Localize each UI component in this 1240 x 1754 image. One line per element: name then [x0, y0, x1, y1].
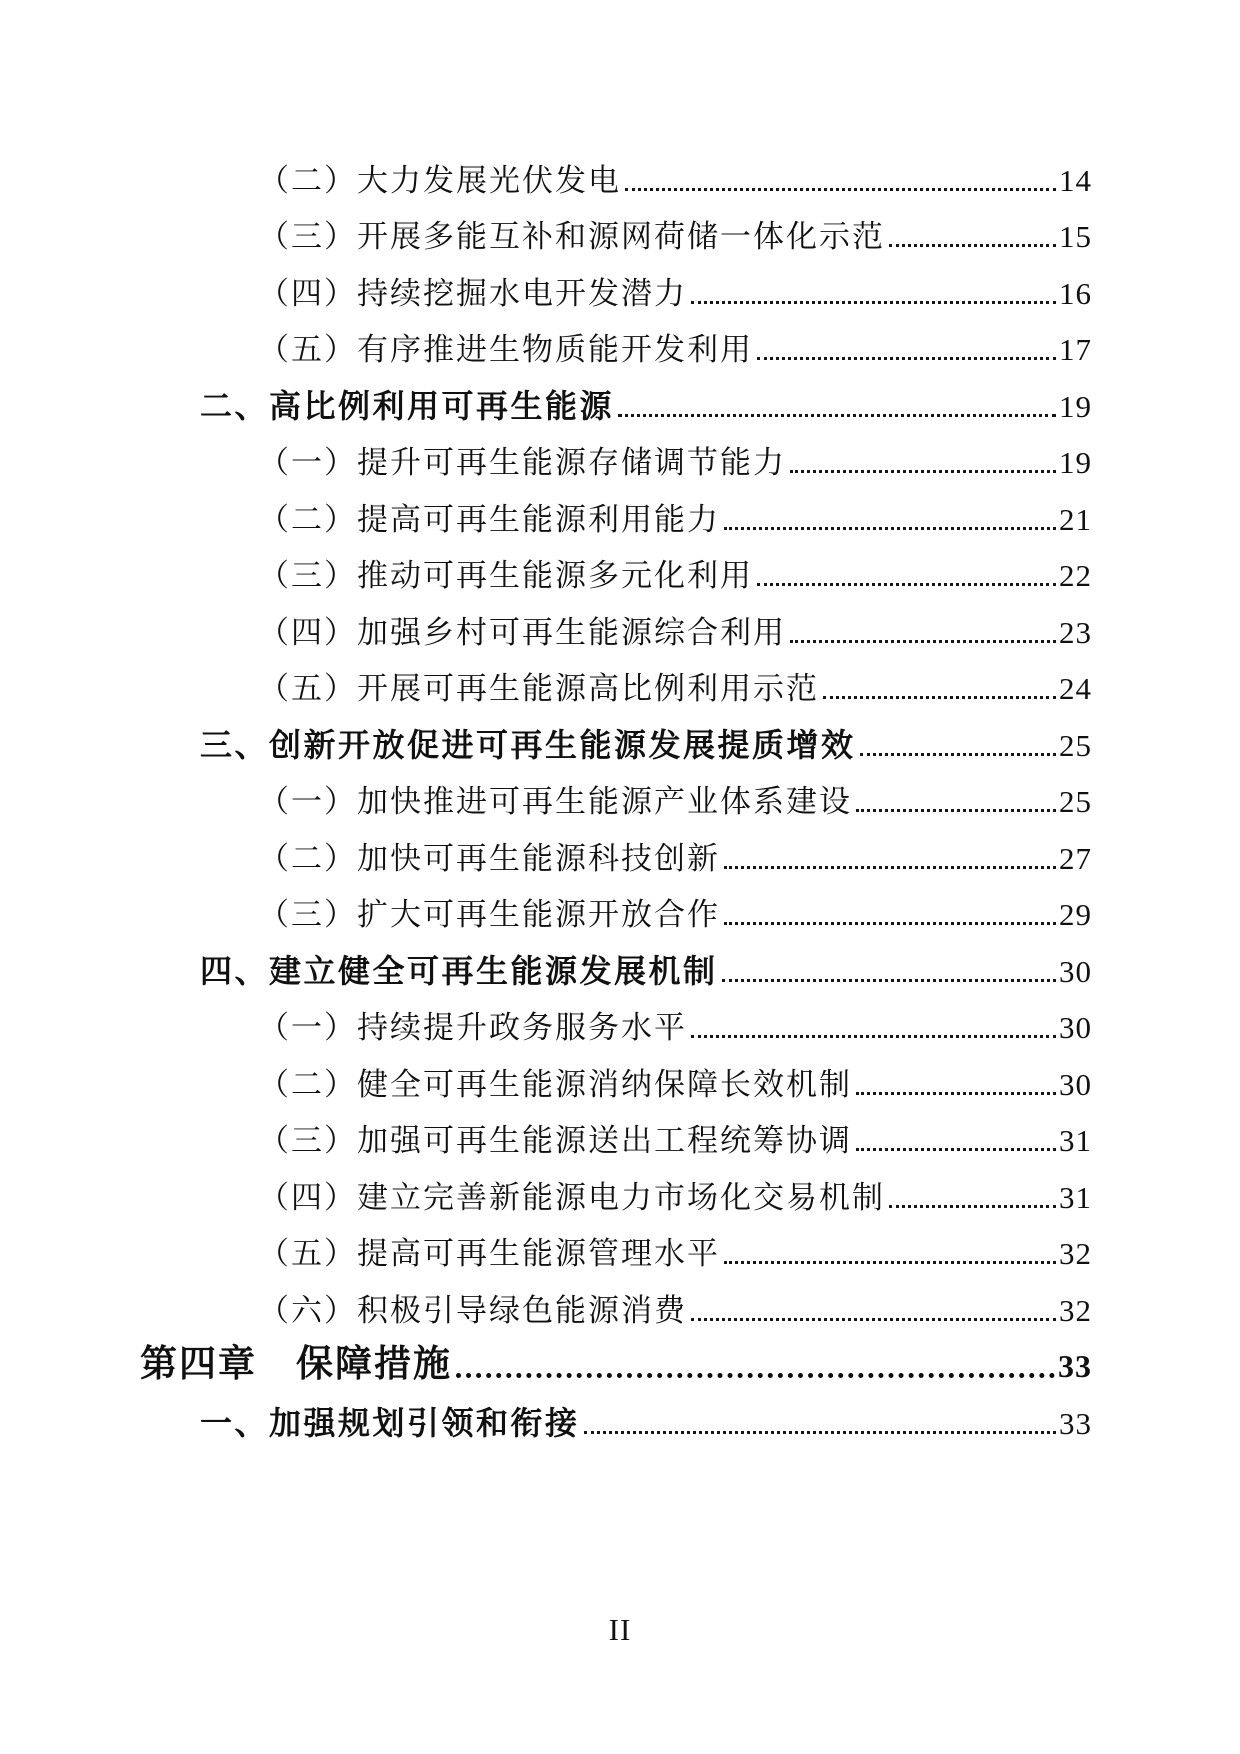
toc-entry	[140, 1215, 1092, 1272]
toc-entry-label: （一）加快推进可再生能源产业体系建设	[258, 784, 852, 820]
toc-entry	[140, 763, 1092, 820]
toc-entry-label: （二）健全可再生能源消纳保障长效机制	[258, 1066, 852, 1102]
toc-entry-page-number: 25	[1059, 784, 1092, 820]
toc-entry	[140, 480, 1092, 537]
toc-entry	[140, 198, 1092, 255]
toc-entry-label: （三）加强可再生能源送出工程统筹协调	[258, 1123, 852, 1159]
dotted-leader	[889, 244, 1056, 247]
toc-entry	[140, 1158, 1092, 1215]
toc-entry-label: 三、创新开放促进可再生能源发展提质增效	[200, 726, 856, 763]
toc-entry-page-number: 19	[1059, 388, 1092, 424]
toc-entry	[140, 593, 1092, 650]
toc-entry-label: （五）开展可再生能源高比例利用示范	[258, 671, 819, 707]
toc-entry-label: 二、高比例利用可再生能源	[200, 387, 615, 424]
dotted-leader	[757, 583, 1056, 586]
toc-entry	[140, 932, 1092, 989]
toc-entry	[140, 819, 1092, 876]
toc-entry	[140, 650, 1092, 707]
toc-entry-page-number: 16	[1059, 275, 1092, 311]
dotted-leader	[722, 979, 1056, 982]
toc-entry	[140, 706, 1092, 763]
toc-entry-label: （六）积极引导绿色能源消费	[258, 1292, 687, 1328]
toc-entry-page-number: 19	[1059, 445, 1092, 481]
dotted-leader	[625, 188, 1056, 191]
dotted-leader	[724, 922, 1056, 925]
dotted-leader	[691, 1035, 1056, 1038]
toc-entry-page-number: 23	[1059, 614, 1092, 650]
toc-entry-label: （二）大力发展光伏发电	[258, 162, 621, 198]
dotted-leader	[724, 1261, 1056, 1264]
toc-entry-page-number: 17	[1059, 332, 1092, 368]
toc-entry-page-number: 31	[1059, 1179, 1092, 1215]
toc-entry-page-number: 14	[1059, 162, 1092, 198]
toc-entry	[140, 876, 1092, 933]
toc-entry-page-number: 33	[1059, 1405, 1092, 1441]
dotted-leader	[889, 1205, 1056, 1208]
toc-entry-page-number: 30	[1059, 953, 1092, 989]
dotted-leader	[618, 414, 1056, 417]
toc-entry	[140, 424, 1092, 481]
toc-entry-page-number: 29	[1059, 897, 1092, 933]
toc-entry-label: （五）提高可再生能源管理水平	[258, 1236, 720, 1272]
toc-entry	[140, 141, 1092, 198]
dotted-leader	[856, 1092, 1056, 1095]
toc-entry	[140, 1045, 1092, 1102]
toc-entry-page-number: 22	[1059, 558, 1092, 594]
toc-entry	[140, 311, 1092, 368]
toc-entry	[140, 1271, 1092, 1328]
toc-entry-label: （二）加快可再生能源科技创新	[258, 840, 720, 876]
dotted-leader	[691, 1318, 1056, 1321]
toc-entry-label: （三）开展多能互补和源网荷储一体化示范	[258, 219, 885, 255]
dotted-leader	[456, 1373, 1055, 1378]
toc-entry-page-number: 24	[1059, 671, 1092, 707]
dotted-leader	[724, 527, 1056, 530]
toc-entry-label: （三）推动可再生能源多元化利用	[258, 558, 753, 594]
dotted-leader	[691, 301, 1056, 304]
dotted-leader	[584, 1431, 1056, 1434]
toc-entry-label: 一、加强规划引领和衔接	[200, 1404, 580, 1441]
toc-entry-page-number: 25	[1059, 727, 1092, 763]
toc-list	[140, 141, 1092, 1441]
toc-entry-label: 四、建立健全可再生能源发展机制	[200, 952, 718, 989]
toc-entry-page-number: 31	[1059, 1123, 1092, 1159]
toc-entry	[140, 367, 1092, 424]
toc-entry	[140, 254, 1092, 311]
toc-entry-label: （一）持续提升政务服务水平	[258, 1010, 687, 1046]
toc-entry-page-number: 30	[1059, 1066, 1092, 1102]
toc-entry	[140, 1384, 1092, 1441]
dotted-leader	[860, 753, 1056, 756]
toc-entry-page-number: 30	[1059, 1010, 1092, 1046]
toc-entry	[140, 1328, 1092, 1385]
page-number-footer: II	[608, 1612, 632, 1647]
dotted-leader	[823, 696, 1056, 699]
toc-entry-label: （一）提升可再生能源存储调节能力	[258, 445, 786, 481]
dotted-leader	[856, 809, 1056, 812]
toc-entry-label: （四）持续挖掘水电开发潜力	[258, 275, 687, 311]
toc-entry-label: （二）提高可再生能源利用能力	[258, 501, 720, 537]
toc-entry-page-number: 32	[1059, 1236, 1092, 1272]
toc-entry-page-number: 33	[1058, 1348, 1092, 1385]
dotted-leader	[790, 470, 1056, 473]
dotted-leader	[757, 357, 1056, 360]
toc-entry-label: 第四章 保障措施	[140, 1343, 452, 1385]
toc-entry-label: （四）建立完善新能源电力市场化交易机制	[258, 1179, 885, 1215]
toc-entry	[140, 1102, 1092, 1159]
dotted-leader	[856, 1148, 1056, 1151]
toc-entry-label: （五）有序推进生物质能开发利用	[258, 332, 753, 368]
toc-entry-page-number: 21	[1059, 501, 1092, 537]
toc-entry-label: （三）扩大可再生能源开放合作	[258, 897, 720, 933]
toc-entry	[140, 537, 1092, 594]
toc-entry-page-number: 27	[1059, 840, 1092, 876]
dotted-leader	[724, 866, 1056, 869]
toc-entry	[140, 989, 1092, 1046]
toc-entry-page-number: 15	[1059, 219, 1092, 255]
dotted-leader	[790, 640, 1056, 643]
toc-entry-page-number: 32	[1059, 1292, 1092, 1328]
toc-entry-label: （四）加强乡村可再生能源综合利用	[258, 614, 786, 650]
